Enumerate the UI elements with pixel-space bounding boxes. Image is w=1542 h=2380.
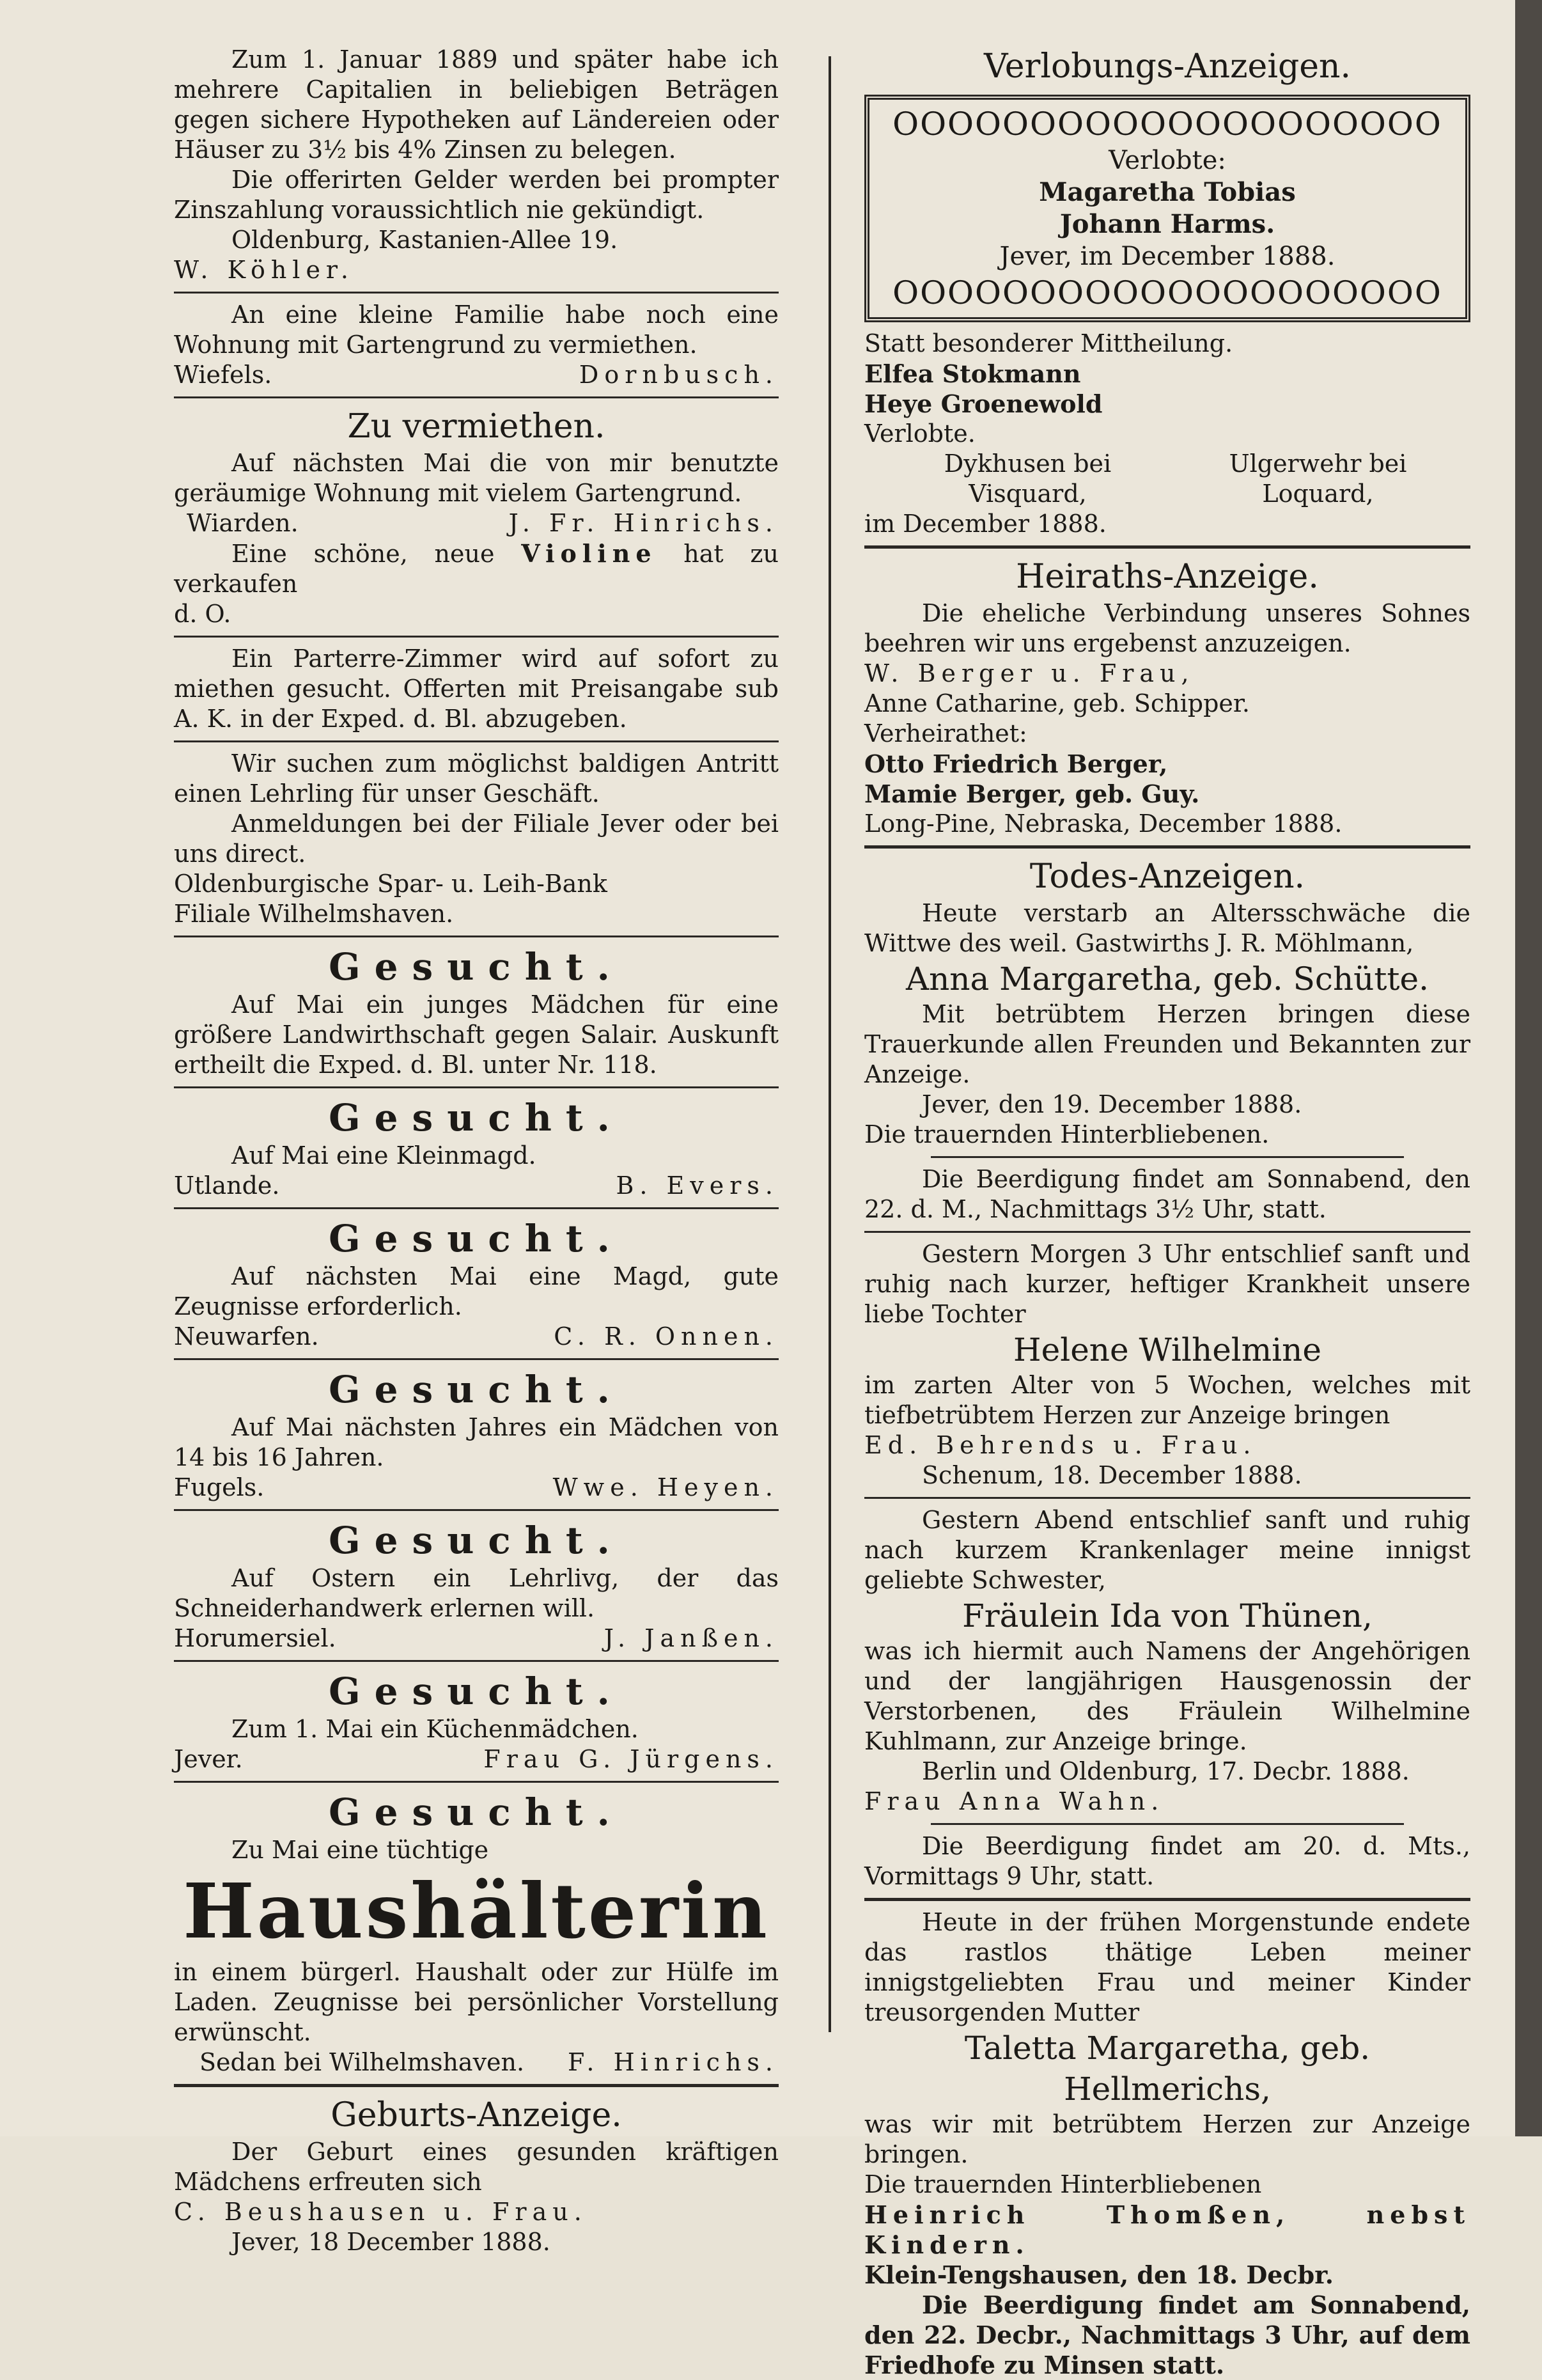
- ad-text: Zum 1. Mai ein Küchenmädchen.: [231, 1715, 639, 1743]
- ad-signature: Die trauernden Hinterbliebenen.: [864, 1120, 1270, 1148]
- ad-geburt: [174, 2094, 779, 2257]
- section-heading: Todes-Anzeigen.: [1029, 857, 1305, 896]
- ad-text: An eine kleine Familie habe noch eine Wohnung mit Gartengrund zu vermiethen.: [174, 301, 779, 359]
- ad-verlobung-2: [864, 329, 1470, 539]
- ad-text: Statt besonderer Mittheilung.: [864, 329, 1233, 357]
- ring-border-bottom: OOOOOOOOOOOOOOOOOOOO: [892, 275, 1442, 311]
- separator-rule: [174, 636, 779, 638]
- separator-rule: [931, 1823, 1403, 1825]
- ad-violine: [174, 538, 779, 629]
- ad-tod-2: [864, 1239, 1470, 1491]
- separator-rule: [174, 1509, 779, 1511]
- ad-text: was ich hiermit auch Namens der Angehörigen und der langjährigen Hausgenossin der Verstorbenen, des Fräulein Wilhelmine Kuhlmann, zur Anzeige bringe.: [864, 1637, 1470, 1755]
- engagement-content: [889, 142, 1446, 275]
- ad-place: Fugels.: [174, 1473, 265, 1501]
- ad-name: Mamie Berger, geb. Guy.: [864, 779, 1200, 808]
- ad-name: Heye Groenewold: [864, 389, 1103, 418]
- ad-text: Auf nächsten Mai eine Magd, gute Zeugnisse erforderlich.: [174, 1262, 779, 1320]
- engagement-name: Johann Harms.: [1059, 209, 1275, 239]
- ad-lehrling: [174, 749, 779, 929]
- ad-signature: d. O.: [174, 600, 231, 628]
- page-edge: [1515, 0, 1542, 2136]
- separator-rule: [864, 545, 1470, 549]
- ad-place: Jever, 18 December 1888.: [231, 2228, 550, 2256]
- ring-border-top: OOOOOOOOOOOOOOOOOOOO: [892, 106, 1442, 142]
- ad-text: Auf Mai ein junges Mädchen für eine größere Landwirthschaft gegen Salair. Auskunft ertheilt die Exped. d. Bl. unter Nr. 118.: [174, 990, 779, 1079]
- ad-text: in einem bürgerl. Haushalt oder zur Hülfe im Laden. Zeugnisse bei persönlicher Vorstellung erwünscht.: [174, 1958, 779, 2046]
- ad-zimmer: [174, 644, 779, 734]
- ad-signature: Heinrich Thomßen, nebst Kindern.: [864, 2200, 1470, 2259]
- ad-place: Jever.: [174, 1745, 243, 1773]
- ad-name: Otto Friedrich Berger,: [864, 749, 1168, 778]
- separator-rule: [174, 740, 779, 742]
- ad-gesucht-5: [174, 1517, 779, 1654]
- ad-text: Die Beerdigung findet am Sonnabend, den 22. Decbr., Nachmittags 3 Uhr, auf dem Friedhofe zu Minsen statt.: [864, 2290, 1470, 2379]
- ad-place: Horumersiel.: [174, 1624, 336, 1652]
- separator-rule: [174, 1781, 779, 1783]
- ad-heirath: [864, 555, 1470, 839]
- ad-signature: Die trauernden Hinterbliebenen: [864, 2170, 1262, 2198]
- ad-text-part: hat zu verkaufen: [174, 540, 779, 598]
- separator-rule: [864, 1898, 1470, 1901]
- ad-big-word: Haushälterin: [183, 1867, 770, 1955]
- ad-place: Long-Pine, Nebraska, December 1888.: [864, 810, 1343, 838]
- ad-heading: Gesucht.: [329, 1670, 624, 1713]
- ad-text: Auf Mai nächsten Jahres ein Mädchen von 14 bis 16 Jahren.: [174, 1413, 779, 1471]
- ad-signature: B. Evers.: [616, 1171, 779, 1200]
- ad-tod-3: [864, 1505, 1470, 1891]
- ad-name: Anna Margaretha, geb. Schütte.: [905, 960, 1429, 998]
- left-column: [174, 45, 779, 2257]
- ad-heading: Gesucht.: [329, 1519, 624, 1562]
- ad-text-part: Eine schöne, neue: [231, 540, 495, 568]
- engagement-frame: [864, 95, 1470, 322]
- ad-text: Die Beerdigung findet am Sonnabend, den 22. d. M., Nachmittags 3½ Uhr, statt.: [864, 1165, 1470, 1223]
- ad-heading: Gesucht.: [329, 945, 624, 989]
- ad-signature: W. Berger u. Frau,: [864, 659, 1195, 687]
- ad-text: Heute in der frühen Morgenstunde endete das rastlos thätige Leben meiner innigstgeliebten Frau und meiner Kinder treusorgenden Mutter: [864, 1908, 1470, 2026]
- separator-rule: [174, 1358, 779, 1360]
- separator-rule: [174, 1086, 779, 1088]
- ad-footer: [174, 1473, 779, 1503]
- separator-rule: [174, 292, 779, 294]
- ad-text: Auf Mai eine Kleinmagd.: [231, 1141, 536, 1170]
- ad-place: Ulgerwehr bei Loquard,: [1229, 450, 1407, 508]
- ad-verlobung: [864, 45, 1470, 322]
- ad-tod-4: [864, 1907, 1470, 2380]
- ad-gesucht-6: [174, 1668, 779, 1774]
- ad-text: [174, 538, 779, 599]
- engagement-name: Magaretha Tobias: [1039, 177, 1296, 207]
- ad-footer: [174, 2047, 779, 2078]
- ad-kapital: [174, 45, 779, 285]
- ad-text: Ein Parterre-Zimmer wird auf sofort zu miethen gesucht. Offerten mit Preisangabe sub A. K. in der Exped. d. Bl. abzugeben.: [174, 645, 779, 733]
- ad-text: Anmeldungen bei der Filiale Jever oder bei uns direct.: [174, 810, 779, 868]
- ad-gesucht-7: [174, 1789, 779, 2078]
- ad-gesucht-1: [174, 944, 779, 1080]
- ad-heading: Gesucht.: [329, 1790, 624, 1834]
- separator-rule: [864, 845, 1470, 849]
- ad-text: Heute verstarb an Altersschwäche die Wittwe des weil. Gastwirths J. R. Möhlmann,: [864, 899, 1470, 957]
- engagement-label: Verlobte:: [1109, 146, 1226, 175]
- separator-rule: [174, 936, 779, 937]
- right-column: [864, 45, 1470, 2380]
- ad-emphasis: Violine: [521, 539, 657, 568]
- ad-footer: [174, 508, 779, 538]
- ad-signature: Oldenburgische Spar- u. Leih-Bank: [174, 870, 607, 898]
- ad-text: was wir mit betrübtem Herzen zur Anzeige bringen.: [864, 2110, 1470, 2168]
- column-divider: [829, 56, 831, 2032]
- separator-rule: [174, 396, 779, 398]
- ad-signature: C. Beushausen u. Frau.: [174, 2198, 588, 2226]
- ad-gesucht-2: [174, 1095, 779, 1201]
- ad-wohnung: [174, 300, 779, 390]
- ad-footer: [174, 1744, 779, 1774]
- separator-rule: [864, 1497, 1470, 1499]
- separator-rule: [864, 1231, 1470, 1233]
- ad-heading: Zu vermiethen.: [347, 407, 605, 446]
- ad-signature: F. Hinrichs.: [567, 2048, 779, 2076]
- ad-footer: [174, 1624, 779, 1654]
- separator-rule: [174, 1207, 779, 1209]
- ad-signature: Ed. Behrends u. Frau.: [864, 1431, 1257, 1459]
- ad-footer: [174, 1171, 779, 1201]
- ad-name: Elfea Stokmann: [864, 359, 1081, 388]
- ad-place: Dykhusen bei Visquard,: [944, 450, 1112, 508]
- ad-signature: Dornbusch.: [579, 361, 779, 389]
- ad-place: Neuwarfen.: [174, 1322, 319, 1350]
- ad-date: Schenum, 18. December 1888.: [922, 1461, 1302, 1489]
- separator-rule: [174, 1660, 779, 1662]
- ad-name: Fräulein Ida von Thünen,: [962, 1597, 1373, 1634]
- ad-label: Verlobte.: [864, 419, 976, 448]
- ad-heading: Geburts-Anzeige.: [331, 2096, 622, 2134]
- ad-heading: Gesucht.: [329, 1217, 624, 1260]
- ad-place: Wiefels.: [174, 361, 272, 389]
- engagement-place: Jever, im December 1888.: [999, 242, 1336, 271]
- ad-text: Auf Ostern ein Lehrlivg, der das Schneiderhandwerk erlernen will.: [174, 1564, 779, 1622]
- ad-text: Zum 1. Januar 1889 und später habe ich mehrere Capitalien in beliebigen Beträgen gegen sichere Hypotheken auf Ländereien oder Häuser zu 3½ bis 4% Zinsen zu belegen.: [174, 45, 779, 164]
- ad-text: Gestern Abend entschlief sanft und ruhig nach kurzem Krankenlager meine innigst geliebte Schwester,: [864, 1506, 1470, 1594]
- ad-text: Die eheliche Verbindung unseres Sohnes beehren wir uns ergebenst anzuzeigen.: [864, 599, 1470, 657]
- ad-tod-1: [864, 855, 1470, 1225]
- ad-signature: Frau Anna Wahn.: [864, 1787, 1165, 1815]
- ad-place: Wiarden.: [187, 509, 299, 537]
- ad-text: Mit betrübtem Herzen bringen diese Trauerkunde allen Freunden und Bekannten zur Anzeige.: [864, 1000, 1470, 1088]
- ad-signature: Filiale Wilhelmshaven.: [174, 900, 454, 928]
- ad-gesucht-3: [174, 1216, 779, 1352]
- separator-rule: [931, 1156, 1403, 1158]
- ad-place: Oldenburg, Kastanien-Allee 19.: [231, 226, 618, 254]
- ad-heading: Gesucht.: [329, 1096, 624, 1139]
- ad-signature: W. Köhler.: [174, 256, 355, 284]
- ad-date: Jever, den 19. December 1888.: [922, 1090, 1302, 1118]
- ad-gesucht-4: [174, 1366, 779, 1503]
- ad-heading: Gesucht.: [329, 1368, 624, 1411]
- ad-text: Die offerirten Gelder werden bei prompter Zinszahlung voraussichtlich nie gekündigt.: [174, 166, 779, 224]
- ad-signature: Frau G. Jürgens.: [483, 1745, 779, 1773]
- ad-text: Wir suchen zum möglichst baldigen Antritt einen Lehrling für unser Geschäft.: [174, 749, 779, 808]
- ad-text: Zu Mai eine tüchtige: [231, 1836, 489, 1864]
- ad-signature: C. R. Onnen.: [554, 1322, 779, 1350]
- ad-place: Utlande.: [174, 1171, 280, 1200]
- ad-signature: J. Janßen.: [604, 1624, 779, 1652]
- section-heading: Verlobungs-Anzeigen.: [983, 47, 1351, 86]
- ad-label: Verheirathet:: [864, 719, 1027, 748]
- section-heading: Heiraths-Anzeige.: [1016, 558, 1319, 596]
- ad-name: Helene Wilhelmine: [1013, 1331, 1321, 1368]
- ad-text: Die Beerdigung findet am 20. d. Mts., Vormittags 9 Uhr, statt.: [864, 1832, 1470, 1890]
- ad-vermiethen: [174, 405, 779, 538]
- ad-places: [864, 449, 1470, 509]
- ad-text: im zarten Alter von 5 Wochen, welches mit tiefbetrübtem Herzen zur Anzeige bringen: [864, 1371, 1470, 1429]
- ad-text: Auf nächsten Mai die von mir benutzte geräumige Wohnung mit vielem Gartengrund.: [174, 449, 779, 507]
- ad-signature: Wwe. Heyen.: [552, 1473, 779, 1501]
- ad-footer: [174, 1322, 779, 1352]
- ad-footer: [174, 360, 779, 390]
- ad-signature: J. Fr. Hinrichs.: [508, 509, 779, 537]
- ad-name: Taletta Margaretha, geb. Hellmerichs,: [964, 2030, 1371, 2108]
- ad-text: Der Geburt eines gesunden kräftigen Mädchens erfreuten sich: [174, 2138, 779, 2196]
- ad-date: Berlin und Oldenburg, 17. Decbr. 1888.: [922, 1757, 1410, 1785]
- separator-rule: [174, 2084, 779, 2087]
- ad-date: Klein-Tengshausen, den 18. Decbr.: [864, 2260, 1334, 2289]
- ad-signature: Anne Catharine, geb. Schipper.: [864, 689, 1250, 717]
- ad-text: Gestern Morgen 3 Uhr entschlief sanft und ruhig nach kurzer, heftiger Krankheit unsere liebe Tochter: [864, 1240, 1470, 1328]
- ad-date: im December 1888.: [864, 510, 1107, 538]
- ad-place: Sedan bei Wilhelmshaven.: [199, 2048, 525, 2076]
